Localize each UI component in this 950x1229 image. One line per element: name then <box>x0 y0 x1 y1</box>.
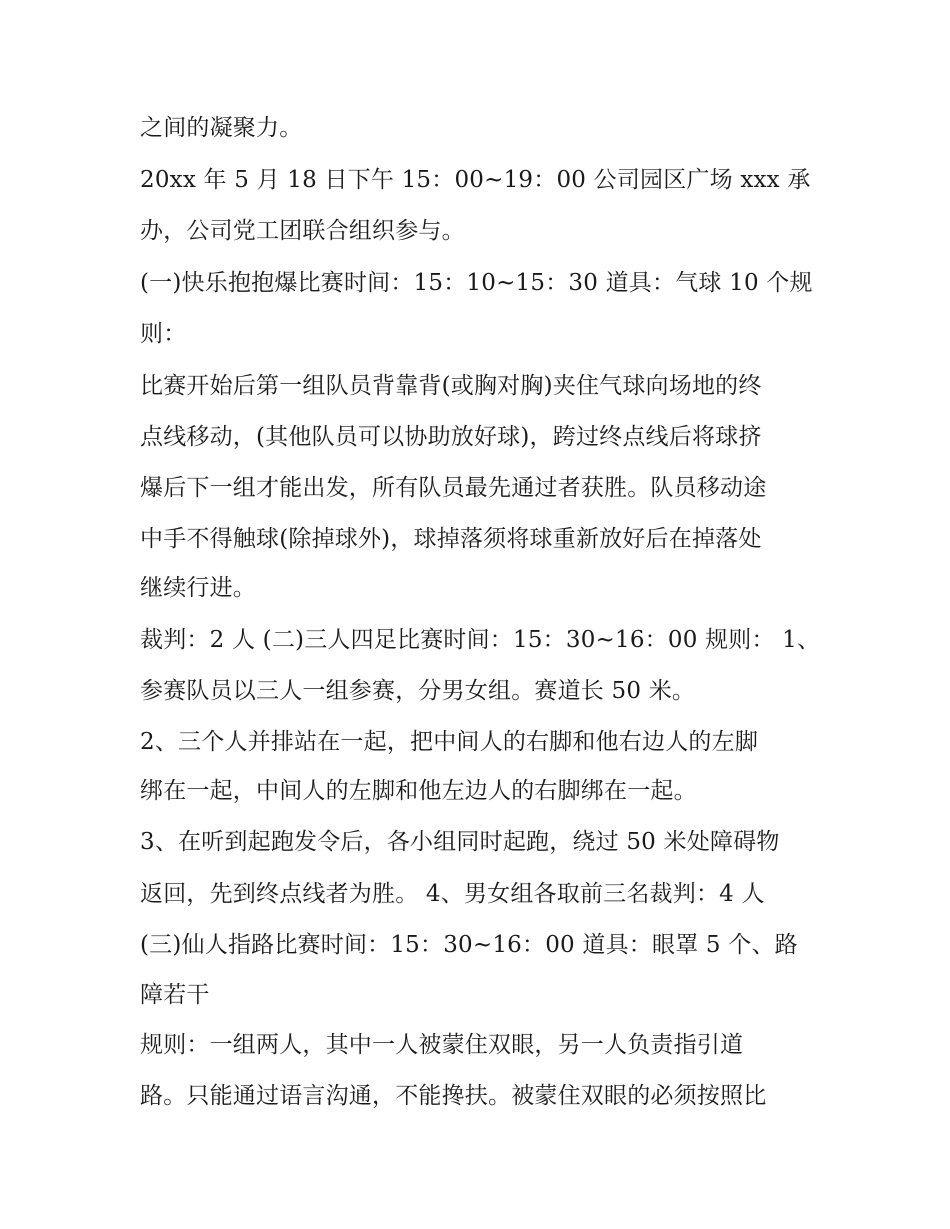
text-line: 绑在一起，中间人的左脚和他左边人的右脚绑在一起。 <box>140 778 697 804</box>
text-line: 返回，先到终点线者为胜。 4、男女组各取前三名裁判：4 人 <box>140 881 765 907</box>
text-line: 爆后下一组才能出发，所有队员最先通过者获胜。队员移动途 <box>140 475 767 501</box>
text-line: 规则：一组两人，其中一人被蒙住双眼，另一人负责指引道 <box>140 1032 744 1058</box>
text-line: 障若干 <box>140 982 210 1008</box>
text-line: (三)仙人指路比赛时间：15：30~16：00 道具：眼罩 5 个、路 <box>140 932 798 958</box>
text-line: 2、三个人并排站在一起，把中间人的右脚和他右边人的左脚 <box>140 729 759 755</box>
text-line: 3、在听到起跑发令后，各小组同时起跑，绕过 50 米处障碍物 <box>140 829 780 855</box>
text-line: 裁判：2 人 (二)三人四足比赛时间：15：30~16：00 规则： 1、 <box>140 627 821 653</box>
text-line: 参赛队员以三人一组参赛，分男女组。赛道长 50 米。 <box>140 678 696 704</box>
text-line: 之间的凝聚力。 <box>140 115 303 141</box>
text-line: 20xx 年 5 月 18 日下午 15：00~19：00 公司园区广场 xxx 承 <box>140 167 811 193</box>
text-line: 则： <box>140 321 187 347</box>
text-line: 中手不得触球(除掉球外)，球掉落须将球重新放好后在掉落处 <box>140 526 762 552</box>
text-line: (一)快乐抱抱爆比赛时间：15：10~15：30 道具：气球 10 个规 <box>140 270 813 296</box>
text-line: 比赛开始后第一组队员背靠背(或胸对胸)夹住气球向场地的终 <box>140 373 762 399</box>
text-line: 点线移动，(其他队员可以协助放好球)，跨过终点线后将球挤 <box>140 424 762 450</box>
text-line: 办，公司党工团联合组织参与。 <box>140 218 465 244</box>
text-line: 继续行进。 <box>140 575 256 601</box>
text-line: 路。只能通过语言沟通，不能搀扶。被蒙住双眼的必须按照比 <box>140 1083 767 1109</box>
